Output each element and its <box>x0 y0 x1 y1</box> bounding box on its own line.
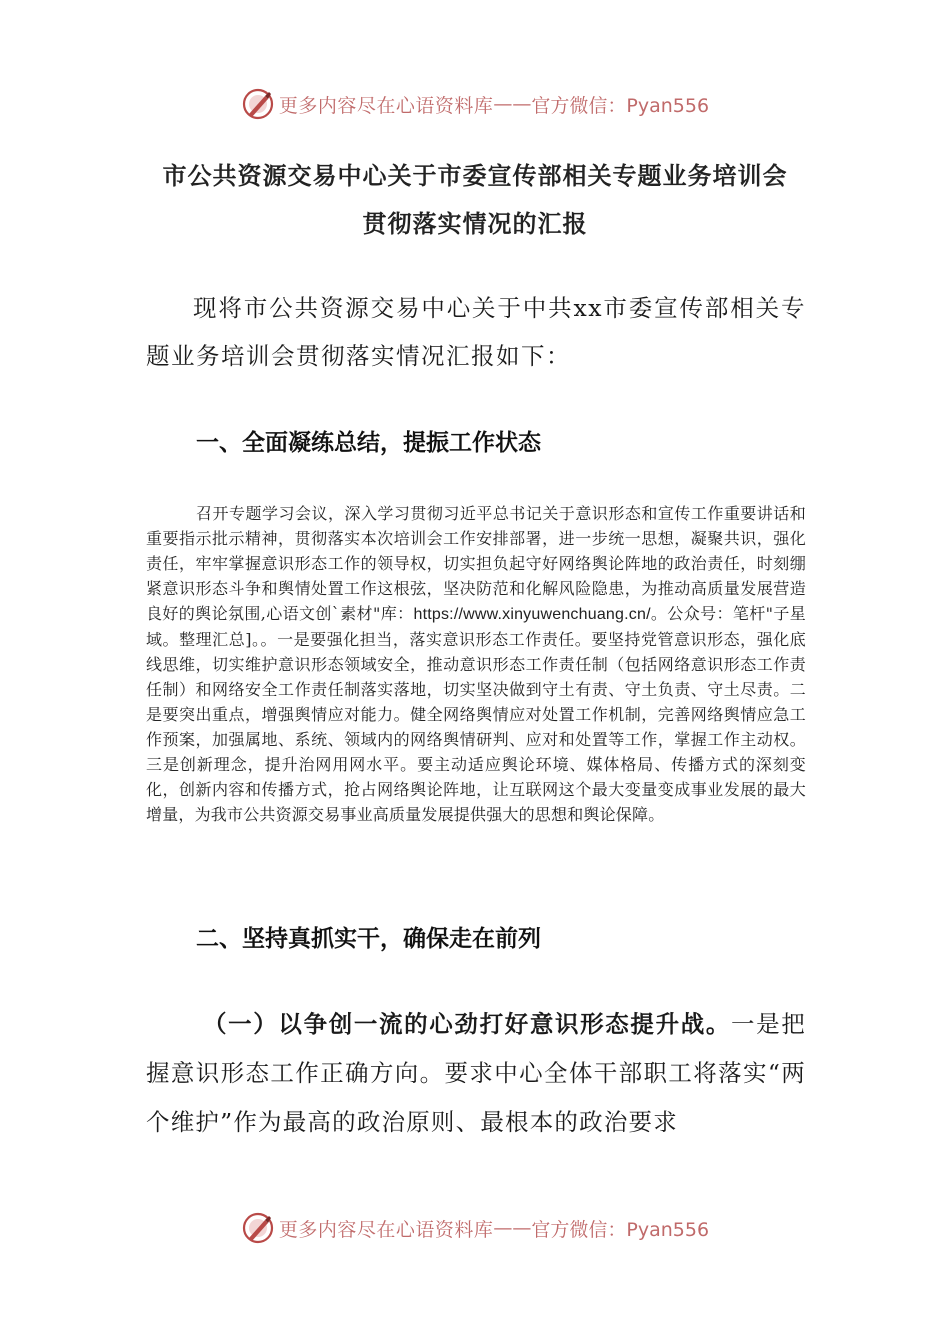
watermark-site-text: 更多内容尽在心语资料库 <box>278 94 494 117</box>
watermark-contact: 官方微信：Pyan556 <box>531 1218 710 1241</box>
subsection-1-lead: （一）以争创一流的心劲打好意识形态提升战。 <box>203 1010 732 1038</box>
pen-logo-icon <box>241 1211 275 1245</box>
section-1-heading: 一、全面凝练总结，提振工作状态 <box>196 430 541 456</box>
section-1-body-text-2: 。公众号：笔杆"子星域。整理汇总]。。一是要强化担当，落实意识形态工作责任。要坚持党管意识形态，强化底线思维，切实维护意识形态领域安全，推动意识形态工作责任制（包括网络意识形态工作责任制）和网络安全工作责任制落实落地，切实坚决做到守土有责、守土负责、守土尽责。二是要突出重点，增强舆情应对能力。健全网络舆情应对处置工作机制，完善网络舆情应急工作预案，加强属地、系统、领域内的网络舆情研判、应对和处置等工作，掌握工作主动权。三是创新理念，提升治网用网水平。要主动适应舆论环境、媒体格局、传播方式的深刻变化，创新内容和传播方式，抢占网络舆论阵地，让互联网这个最大变量变成事业发展的最大增量，为我市公共资源交易事业高质量发展提供强大的思想和舆论保障。 <box>146 604 806 824</box>
watermark-site-text: 更多内容尽在心语资料库 <box>278 1218 494 1241</box>
source-url-text: https://www.xinyuwenchuang.cn/ <box>413 606 651 623</box>
intro-paragraph: 现将市公共资源交易中心关于中共xx市委宣传部相关专题业务培训会贯彻落实情况汇报如下： <box>146 294 806 370</box>
document-title-line-2: 贯彻落实情况的汇报 <box>362 210 588 238</box>
header-watermark <box>0 84 950 124</box>
watermark-separator: —— <box>493 93 532 115</box>
footer-watermark <box>0 1208 950 1248</box>
section-1-body <box>146 501 806 827</box>
watermark-contact: 官方微信：Pyan556 <box>531 94 710 117</box>
pen-logo-icon <box>241 87 275 121</box>
subsection-1-text: 一是把握意识形态工作正确方向。要求中心全体干部职工将落实“两个维护”作为最高的政治原则、最根本的政治要求 <box>146 1010 807 1136</box>
watermark-separator: —— <box>493 1217 532 1239</box>
section-2-body <box>146 1000 806 1147</box>
section-2-heading: 二、坚持真抓实干，确保走在前列 <box>196 926 541 952</box>
document-title-line-1: 市公共资源交易中心关于市委宣传部相关专题业务培训会 <box>162 162 788 190</box>
section-1-body-text-1: 召开专题学习会议，深入学习贯彻习近平总书记关于意识形态和宣传工作重要讲话和重要指示批示精神，贯彻落实本次培训会工作安排部署，进一步统一思想，凝聚共识，强化责任，牢牢掌握意识形态工作的领导权，切实担负起守好网络舆论阵地的政治责任，时刻绷紧意识形态斗争和舆情处置工作这根弦，坚决防范和化解风险隐患，为推动高质量发展营造良好的舆论氛围,心语文创`素材"库： <box>146 504 806 623</box>
